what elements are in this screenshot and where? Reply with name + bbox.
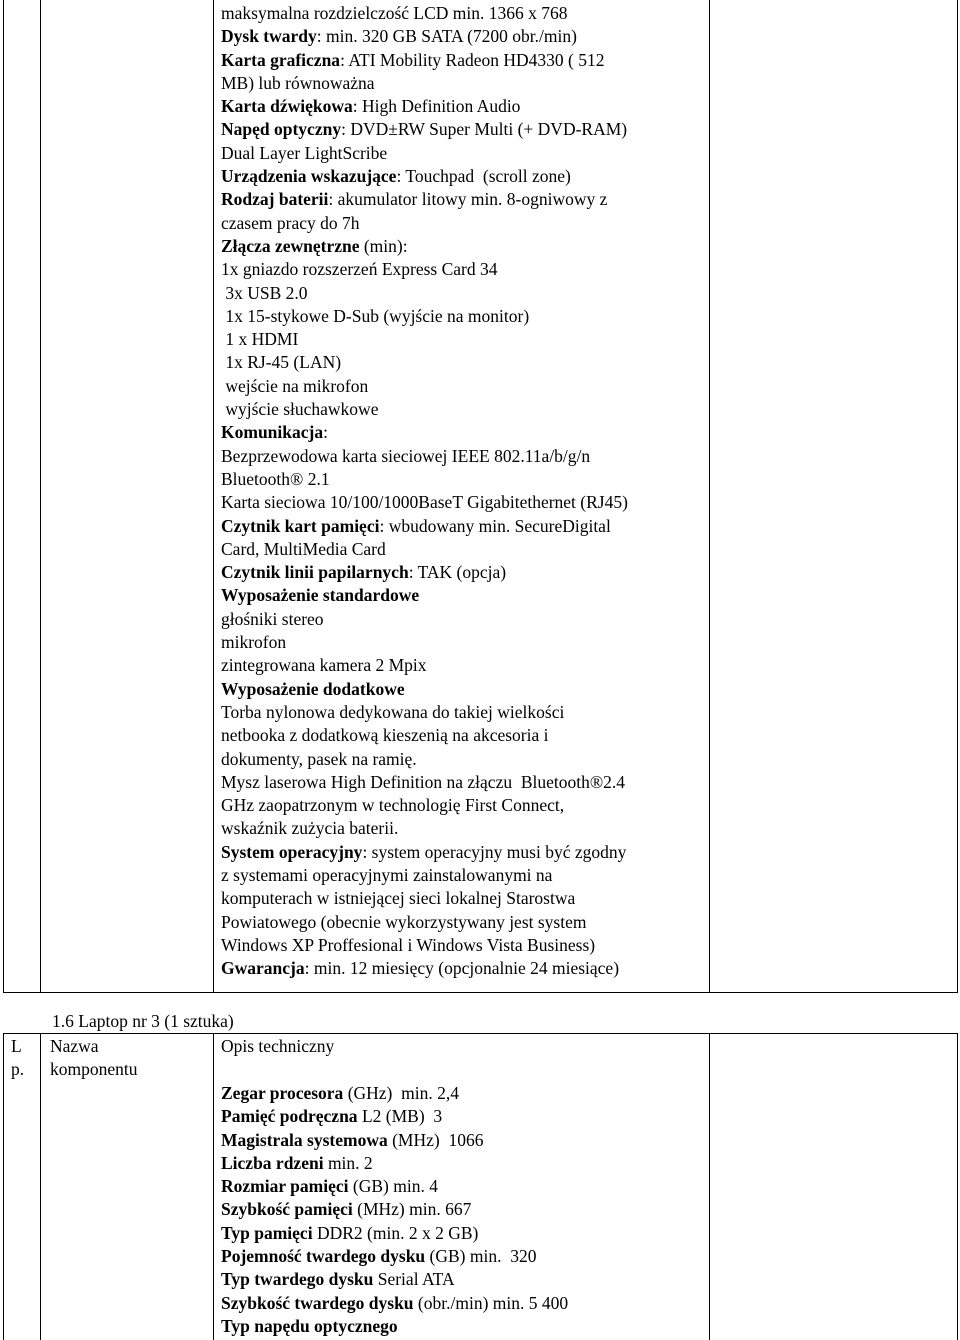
text-line — [221, 864, 706, 887]
field-label: Pojemność twardego dysku — [221, 1246, 426, 1267]
field-value: : min. 12 miesięcy (opcjonalnie 24 miesiące) — [304, 958, 620, 979]
field-value: : ATI Mobility Radeon HD4330 ( 512 — [340, 49, 605, 70]
text-line — [221, 398, 706, 421]
field-value: (GB) min. 4 — [348, 1176, 438, 1197]
text-line — [221, 608, 706, 631]
text-line — [221, 305, 706, 328]
text-line — [221, 95, 706, 118]
field-value: : Touchpad (scroll zone) — [396, 166, 571, 187]
text-line — [221, 1268, 701, 1291]
field-label: Karta dźwiękowa — [221, 96, 353, 117]
text-line — [221, 212, 706, 235]
table-border — [3, 0, 4, 993]
field-value: 1x 15-stykowe D-Sub (wyjście na monitor) — [221, 305, 530, 326]
field-value: : High Definition Audio — [352, 96, 521, 117]
header-technical-description — [221, 1035, 701, 1058]
field-label: Napęd optyczny — [221, 119, 342, 140]
field-value: zintegrowana kamera 2 Mpix — [221, 655, 427, 676]
text-line — [221, 887, 706, 910]
field-label: Złącza zewnętrzne — [221, 235, 360, 256]
field-value: (GB) min. 320 — [425, 1246, 537, 1267]
field-value: dokumenty, pasek na ramię. — [221, 748, 417, 769]
text-line — [221, 1245, 701, 1268]
text-line — [221, 771, 706, 794]
text-line — [221, 515, 706, 538]
header-opis: Opis techniczny — [221, 1036, 335, 1056]
text-line — [221, 258, 706, 281]
field-value: Bluetooth® 2.1 — [221, 468, 330, 489]
text-line — [221, 491, 706, 514]
text-line — [221, 841, 706, 864]
field-value: Torba nylonowa dedykowana do takiej wielkości — [221, 701, 565, 722]
text-line — [221, 445, 706, 468]
field-label: Czytnik kart pamięci — [221, 515, 380, 536]
spec-list — [221, 1082, 701, 1338]
table-border — [709, 0, 710, 993]
field-value: : wbudowany min. SecureDigital — [379, 515, 611, 536]
field-value: (GHz) min. 2,4 — [343, 1083, 459, 1103]
text-line — [221, 654, 706, 677]
text-line — [221, 2, 706, 25]
table-border — [40, 0, 41, 993]
field-label: Gwarancja — [221, 958, 305, 979]
text-line — [221, 351, 706, 374]
field-value: 1x gniazdo rozszerzeń Express Card 34 — [221, 259, 498, 280]
field-value: czasem pracy do 7h — [221, 212, 360, 233]
field-label: Rodzaj baterii — [221, 189, 329, 210]
field-label: Dysk twardy — [221, 26, 317, 47]
field-value: L2 (MB) 3 — [357, 1106, 443, 1127]
header-name-line1: Nazwa — [50, 1036, 99, 1056]
field-value: wejście na mikrofon — [221, 375, 369, 396]
text-line — [221, 328, 706, 351]
field-value: 1 x HDMI — [221, 329, 299, 350]
field-value: GHz zaopatrzonym w technologię First Connect, — [221, 795, 565, 816]
text-line — [221, 1152, 701, 1175]
field-label: Wyposażenie dodatkowe — [221, 678, 405, 699]
text-line — [221, 701, 706, 724]
field-value: : system operacyjny musi być zgodny — [362, 841, 627, 862]
header-lp-line1: L — [11, 1036, 22, 1056]
text-line — [221, 1175, 701, 1198]
field-value: : — [323, 422, 328, 443]
field-value: wyjście słuchawkowe — [221, 399, 379, 420]
spec-table — [0, 1033, 960, 1340]
text-line — [221, 1082, 701, 1105]
text-line — [221, 1129, 701, 1152]
field-label: Typ pamięci — [221, 1222, 313, 1243]
table-border — [3, 1033, 958, 1034]
table-border — [957, 1033, 958, 1340]
field-value: maksymalna rozdzielczość LCD min. 1366 x 768 — [221, 3, 568, 23]
field-value: Karta sieciowa 10/100/1000BaseT Gigabitethernet (RJ45) — [221, 492, 628, 513]
field-label: Typ twardego dysku — [221, 1269, 374, 1290]
field-label: Szybkość pamięci — [221, 1199, 353, 1220]
field-label: Czytnik linii papilarnych — [221, 562, 409, 583]
text-line — [221, 1105, 701, 1128]
field-value: Serial ATA — [373, 1269, 455, 1290]
text-line — [221, 118, 706, 141]
text-line — [221, 538, 706, 561]
text-line — [221, 817, 706, 840]
text-line — [221, 934, 706, 957]
text-line — [221, 957, 706, 980]
field-value: netbooka z dodatkową kieszenią na akcesoria i — [221, 725, 549, 746]
field-value: Bezprzewodowa karta sieciowej IEEE 802.11a/b/g/n — [221, 445, 591, 466]
field-value: min. 2 — [323, 1152, 373, 1173]
section-title: 1.6 Laptop nr 3 (1 sztuka) — [52, 1011, 234, 1031]
field-value: komputerach w istniejącej sieci lokalnej Starostwa — [221, 888, 576, 909]
field-label: Pamięć podręczna — [221, 1106, 358, 1127]
text-line — [221, 235, 706, 258]
field-value: 3x USB 2.0 — [221, 282, 308, 303]
field-value: MB) lub równoważna — [221, 72, 375, 93]
text-line — [221, 282, 706, 305]
field-value: (MHz) min. 667 — [352, 1199, 472, 1220]
table-border — [957, 0, 958, 993]
text-line — [221, 468, 706, 491]
field-label: Karta graficzna — [221, 49, 341, 70]
field-value: Card, MultiMedia Card — [221, 538, 386, 559]
field-label: Magistrala systemowa — [221, 1129, 388, 1150]
text-line — [221, 25, 706, 48]
table-border — [709, 1033, 710, 1340]
field-label: System operacyjny — [221, 841, 363, 862]
field-value: Mysz laserowa High Definition na złączu Bluetooth®2.4 — [221, 771, 626, 792]
field-label: Typ napędu optycznego — [221, 1315, 398, 1336]
field-value: Powiatowego (obecnie wykorzystywany jest system — [221, 911, 587, 932]
field-value: DDR2 (min. 2 x 2 GB) — [312, 1222, 479, 1243]
text-line — [221, 72, 706, 95]
field-value: : DVD±RW Super Multi (+ DVD-RAM) — [341, 119, 628, 140]
text-line — [221, 49, 706, 72]
text-line — [221, 1222, 701, 1245]
field-label: Zegar procesora — [221, 1083, 344, 1103]
text-line — [221, 165, 706, 188]
field-label: Szybkość twardego dysku — [221, 1292, 414, 1313]
text-line — [221, 724, 706, 747]
text-line — [221, 375, 706, 398]
field-value: 1x RJ-45 (LAN) — [221, 352, 342, 373]
text-line — [221, 794, 706, 817]
field-value: : akumulator litowy min. 8-ogniwowy z — [328, 189, 608, 210]
field-value: z systemami operacyjnymi zainstalowanymi na — [221, 864, 553, 885]
header-component-name — [50, 1035, 210, 1082]
table-border — [213, 1033, 214, 1340]
text-line — [221, 142, 706, 165]
table-border — [213, 0, 214, 993]
field-value: (obr./min) min. 5 400 — [413, 1292, 569, 1313]
header-lp-line2: p. — [11, 1059, 25, 1080]
text-line — [221, 188, 706, 211]
field-label: Komunikacja — [221, 422, 324, 443]
text-line — [221, 421, 706, 444]
text-line — [221, 584, 706, 607]
field-value: : TAK (opcja) — [408, 562, 507, 583]
field-value: wskaźnik zużycia baterii. — [221, 818, 399, 839]
field-value: mikrofon — [221, 632, 287, 653]
field-label: Liczba rdzeni — [221, 1152, 324, 1173]
header-lp — [11, 1035, 39, 1082]
text-line — [221, 561, 706, 584]
text-line — [221, 911, 706, 934]
field-label: Wyposażenie standardowe — [221, 585, 420, 606]
table-border — [3, 992, 958, 993]
table-border — [40, 1033, 41, 1340]
field-value: (MHz) 1066 — [387, 1129, 484, 1150]
field-label: Urządzenia wskazujące — [221, 166, 397, 187]
text-line — [221, 631, 706, 654]
description-cell — [221, 2, 706, 980]
text-line — [221, 1198, 701, 1221]
text-line — [221, 678, 706, 701]
field-label: Rozmiar pamięci — [221, 1176, 349, 1197]
field-value: Dual Layer LightScribe — [221, 142, 388, 163]
text-line — [221, 1292, 701, 1315]
field-value: (min): — [359, 235, 408, 256]
field-value: : min. 320 GB SATA (7200 obr./min) — [316, 26, 577, 47]
header-name-line2: komponentu — [50, 1059, 138, 1080]
field-value: głośniki stereo — [221, 608, 324, 629]
text-line — [221, 748, 706, 771]
table-border — [3, 1033, 4, 1340]
text-line — [221, 1315, 701, 1338]
field-value: Windows XP Proffesional i Windows Vista Business) — [221, 934, 596, 955]
